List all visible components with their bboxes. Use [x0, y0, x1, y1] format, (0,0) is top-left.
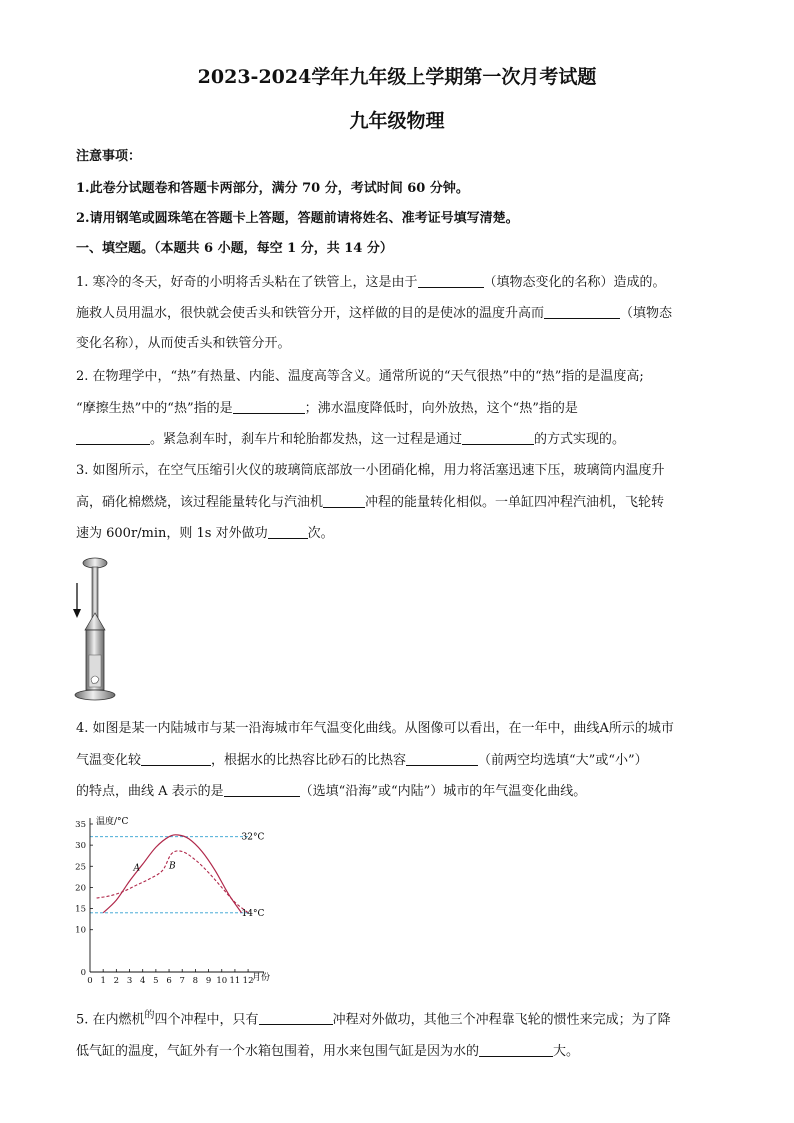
- q1-line-2: 施救人员用温水，很快就会使舌头和铁管分开，这样做的目的是使冰的温度升高而 （填物态: [76, 306, 673, 321]
- q4-line-1: 4. 如图是某一内陆城市与某一沿海城市年气温变化曲线。从图像可以看出，在一年中，曲线A所示的城市: [76, 721, 674, 736]
- x-tick-label: 12: [242, 976, 254, 986]
- x-tick-label: 0: [87, 976, 93, 986]
- q2-blank-3[interactable]: [462, 432, 534, 445]
- curve-b-line: [97, 851, 249, 913]
- q2-blank-2[interactable]: [76, 432, 150, 445]
- y-tick-label: 25: [75, 862, 86, 873]
- x-tick-label: 4: [139, 976, 146, 986]
- y-tick-label: 20: [75, 883, 86, 894]
- q3-line-1: 3. 如图所示，在空气压缩引火仪的玻璃筒底部放一小团硝化棉，用力将活塞迅速下压，玻璃筒内温度升: [76, 463, 665, 478]
- q5-blank-2[interactable]: [479, 1044, 553, 1057]
- chart-x-label: 月份: [252, 973, 271, 983]
- q1-line-3: 变化名称），从而使舌头和铁管分开。: [76, 336, 291, 351]
- q1-blank-2[interactable]: [544, 306, 620, 319]
- q4-blank-1[interactable]: [141, 753, 211, 766]
- y-tick-label: 15: [75, 904, 86, 915]
- tube-cap: [85, 613, 105, 630]
- x-tick-label: 7: [179, 976, 185, 986]
- y-tick-label: 35: [75, 820, 86, 830]
- q5-blank-1[interactable]: [259, 1012, 333, 1025]
- chart-y-label: 温度/°C: [96, 817, 129, 827]
- x-tick-label: 10: [216, 976, 228, 986]
- q1-blank-1[interactable]: [418, 275, 484, 288]
- q4-line-2: 气温变化较 ，根据水的比热容比砂石的比热容 （前两空均选填“大”或“小”）: [76, 753, 648, 768]
- q4-blank-3[interactable]: [224, 784, 300, 797]
- x-tick-label: 1: [100, 976, 106, 986]
- fire-syringe-figure: [70, 555, 130, 705]
- q1-line-1: 1. 寒冷的冬天，好奇的小明将舌头粘在了铁管上，这是由于 （填物态变化的名称）造成的。: [76, 275, 666, 290]
- x-tick-label: 6: [166, 976, 172, 986]
- plunger-knob: [83, 558, 107, 568]
- x-tick-label: 2: [113, 976, 120, 986]
- notes-item-1: 1.此卷分试题卷和答题卡两部分，满分 70 分，考试时间 60 分钟。: [76, 181, 469, 196]
- q2-line-2: “摩擦生热”中的“热”指的是 ；沸水温度降低时，向外放热，这个“热”指的是: [76, 401, 578, 416]
- notes-item-2: 2.请用钢笔或圆珠笔在答题卡上答题，答题前请将姓名、准考证号填写清楚。: [76, 211, 519, 226]
- x-tick-label: 11: [229, 976, 241, 986]
- q3-blank-2[interactable]: [268, 526, 308, 539]
- x-tick-label: 9: [205, 976, 212, 986]
- section-heading: 一、填空题。（本题共 6 小题，每空 1 分，共 14 分）: [76, 241, 393, 256]
- q3-line-2: 高，硝化棉燃烧，该过程能量转化与汽油机 冲程的能量转化相似。一单缸四冲程汽油机，飞轮转: [76, 495, 665, 510]
- ref-label-32: 32°C: [241, 832, 265, 843]
- page-subtitle: 九年级物理: [349, 110, 445, 132]
- q5-line-1: 5. 在内燃机$^的$四个冲程中，只有 冲程对外做功，其他三个冲程靠飞轮的惯性来完成；为了降: [76, 1010, 671, 1028]
- x-tick-label: 5: [153, 976, 159, 986]
- y-tick-label: 30: [75, 841, 86, 852]
- temperature-chart: [70, 812, 300, 990]
- q4-line-3: 的特点，曲线 A 表示的是 （选填“沿海”或“内陆”）城市的年气温变化曲线。: [76, 784, 587, 799]
- y-tick-label: 10: [75, 925, 86, 936]
- curve-a-label: A: [133, 863, 140, 874]
- curve-b-label: B: [169, 861, 176, 872]
- q5-line-2: 低气缸的温度，气缸外有一个水箱包围着，用水来包围气缸是因为水的 大。: [76, 1044, 580, 1059]
- q3-blank-1[interactable]: [323, 495, 365, 508]
- ref-label-14: 14°C: [241, 908, 265, 919]
- q2-line-1: 2. 在物理学中，“热”有热量、内能、温度高等含义。通常所说的“天气很热”中的“热”指的是温度高;: [76, 369, 644, 384]
- page-title: 2023-2024学年九年级上学期第一次月考试题: [197, 66, 597, 88]
- q3-line-3: 速为 600r/min，则 1s 对外做功 次。: [76, 526, 334, 541]
- notes-heading: 注意事项：: [76, 149, 142, 164]
- q2-blank-1[interactable]: [233, 401, 305, 414]
- q2-line-3: 。紧急刹车时，刹车片和轮胎都发热，这一过程是通过 的方式实现的。: [76, 432, 625, 446]
- curve-a-line: [103, 835, 241, 913]
- q4-blank-2[interactable]: [406, 753, 478, 766]
- x-tick-label: 8: [192, 976, 199, 986]
- base: [75, 690, 115, 700]
- y-tick-label: 0: [80, 968, 86, 978]
- x-tick-label: 3: [126, 976, 133, 986]
